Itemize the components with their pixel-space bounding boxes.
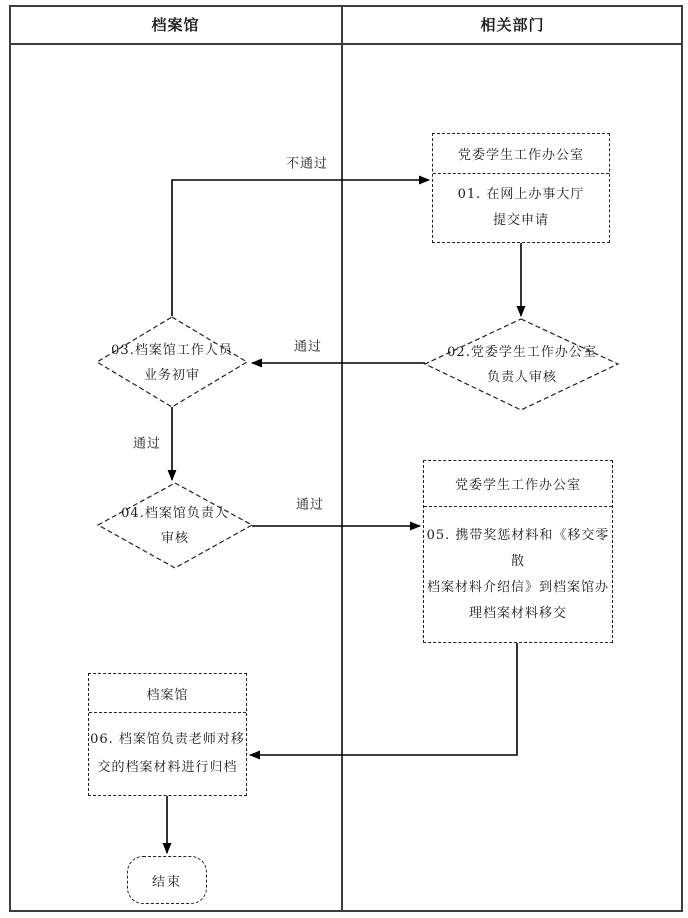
process-box-06-org: 档案馆 bbox=[89, 674, 246, 713]
decision-diamond-04-line: 04.档案馆负责人 bbox=[121, 506, 229, 521]
column-header-related-departments: 相关部门 bbox=[480, 15, 545, 34]
end-terminator-label: 结束 bbox=[151, 874, 182, 890]
process-box-06-archive-filing bbox=[88, 673, 247, 796]
decision-diamond-03-line: 03.档案馆工作人员 bbox=[111, 343, 233, 358]
process-box-01-org: 党委学生工作办公室 bbox=[433, 134, 609, 174]
decision-diamond-02-line: 负责人审核 bbox=[486, 370, 557, 385]
process-box-01-line: 01. 在网上办事大厅 bbox=[457, 187, 585, 202]
process-box-05-body bbox=[424, 507, 612, 642]
edge-label-pass-03-to-04: 通过 bbox=[131, 433, 163, 452]
process-box-01-line: 提交申请 bbox=[492, 213, 549, 228]
process-box-01-body bbox=[433, 174, 609, 242]
edge-label-not-pass: 不通过 bbox=[284, 153, 330, 172]
decision-diamond-04-line: 审核 bbox=[160, 531, 189, 546]
process-box-05-line: 05. 携带奖惩材料和《移交零散 bbox=[426, 527, 610, 569]
process-box-05-org: 党委学生工作办公室 bbox=[424, 461, 612, 507]
process-box-06-body bbox=[89, 713, 246, 795]
arrow-box05-to-box06 bbox=[250, 643, 517, 755]
arrow-diamond03-to-box01 bbox=[172, 180, 429, 316]
decision-diamond-04-label bbox=[98, 501, 252, 551]
process-box-05-line: 理档案材料移交 bbox=[468, 605, 567, 621]
end-terminator bbox=[127, 856, 207, 904]
column-header-archives: 档案馆 bbox=[151, 15, 200, 34]
process-box-05-transfer-materials bbox=[423, 460, 613, 643]
decision-diamond-03-line: 业务初审 bbox=[143, 368, 200, 383]
process-box-06-line: 06. 档案馆负责老师对移 bbox=[90, 732, 245, 747]
edge-label-pass-02-to-03: 通过 bbox=[292, 336, 324, 355]
process-box-01-submit-application bbox=[432, 133, 610, 243]
process-box-05-line: 档案材料介绍信》到档案馆办 bbox=[426, 579, 609, 595]
decision-diamond-02-label bbox=[425, 340, 619, 390]
decision-diamond-03-label bbox=[97, 338, 247, 388]
process-box-06-line: 交的档案材料进行归档 bbox=[97, 760, 238, 775]
edge-label-pass-04-to-05: 通过 bbox=[294, 494, 326, 513]
decision-diamond-02-line: 02.党委学生工作办公室 bbox=[447, 345, 597, 360]
